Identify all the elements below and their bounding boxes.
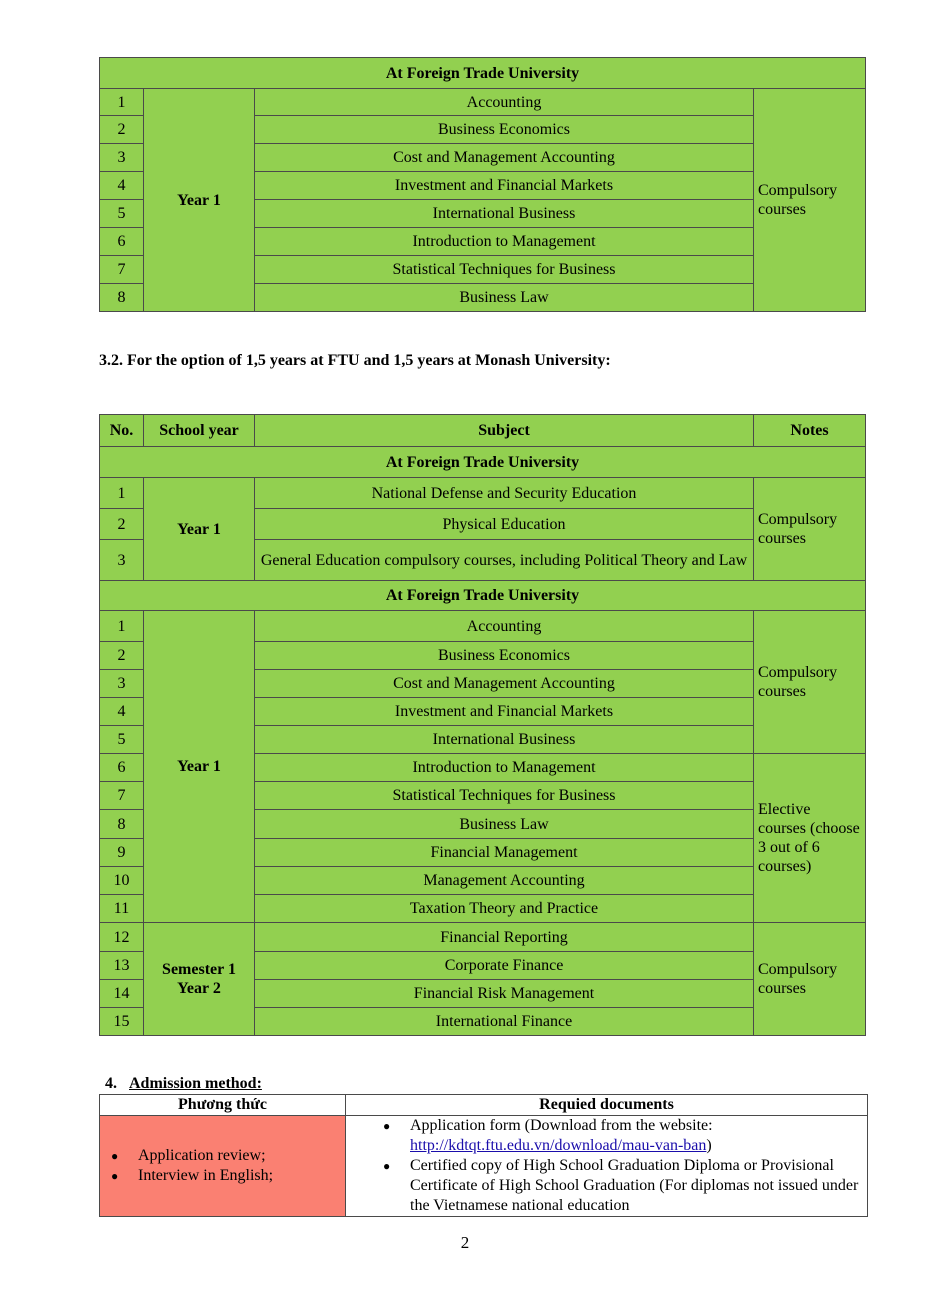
- section-heading-3-2: 3.2. For the option of 1,5 years at FTU and 1,5 years at Monash University:: [99, 352, 611, 369]
- subject: International Finance: [255, 1008, 754, 1036]
- section-number: 4.: [105, 1075, 117, 1092]
- header-subject: Subject: [255, 415, 754, 447]
- section-header: At Foreign Trade University: [100, 447, 866, 478]
- subject: Financial Management: [255, 839, 754, 867]
- subject: Business Economics: [255, 116, 754, 144]
- row-number: 4: [100, 698, 144, 726]
- document-text-close: ): [706, 1137, 712, 1154]
- subject: Taxation Theory and Practice: [255, 895, 754, 923]
- header-documents: Requied documents: [346, 1095, 868, 1116]
- subject: General Education compulsory courses, including Political Theory and Law: [255, 540, 754, 581]
- row-number: 12: [100, 923, 144, 952]
- course-note: Compulsory courses: [754, 923, 866, 1036]
- subject: Business Law: [255, 284, 754, 312]
- row-number: 2: [100, 509, 144, 540]
- row-number: 10: [100, 867, 144, 895]
- document-item: ● Certified copy of High School Graduation Diploma or Provisional Certificate of High School Graduation (For diplomas not issued under the Vietnamese national education: [410, 1156, 863, 1216]
- row-number: 15: [100, 1008, 144, 1036]
- subject: Physical Education: [255, 509, 754, 540]
- method-item: ● Application review;: [138, 1146, 341, 1166]
- subject: Accounting: [255, 611, 754, 642]
- row-number: 3: [100, 670, 144, 698]
- section-header: At Foreign Trade University: [100, 58, 866, 89]
- subject: Corporate Finance: [255, 952, 754, 980]
- subject: Financial Risk Management: [255, 980, 754, 1008]
- row-number: 2: [100, 116, 144, 144]
- page-number: 2: [460, 1233, 470, 1252]
- row-number: 13: [100, 952, 144, 980]
- section-title: Admission method:: [129, 1075, 262, 1092]
- documents-cell: [346, 1116, 868, 1217]
- row-number: 3: [100, 144, 144, 172]
- subject: Introduction to Management: [255, 228, 754, 256]
- row-number: 7: [100, 256, 144, 284]
- document-item: [410, 1116, 863, 1156]
- course-note-elective: Elective courses (choose 3 out of 6 courses): [754, 754, 866, 923]
- header-no: No.: [100, 415, 144, 447]
- school-year-line-1: Semester 1: [162, 961, 236, 978]
- row-number: 2: [100, 642, 144, 670]
- row-number: 4: [100, 172, 144, 200]
- subject: Statistical Techniques for Business: [255, 256, 754, 284]
- subject: Investment and Financial Markets: [255, 172, 754, 200]
- subject: Statistical Techniques for Business: [255, 782, 754, 810]
- row-number: 1: [100, 478, 144, 509]
- course-note: Compulsory courses: [754, 478, 866, 581]
- row-number: 6: [100, 754, 144, 782]
- methods-cell: [100, 1116, 346, 1217]
- row-number: 1: [100, 611, 144, 642]
- row-number: 9: [100, 839, 144, 867]
- subject: Investment and Financial Markets: [255, 698, 754, 726]
- row-number: 14: [100, 980, 144, 1008]
- subject: Business Economics: [255, 642, 754, 670]
- row-number: 1: [100, 89, 144, 116]
- row-number: 3: [100, 540, 144, 581]
- row-number: 8: [100, 810, 144, 839]
- section-header: At Foreign Trade University: [100, 581, 866, 611]
- header-notes: Notes: [754, 415, 866, 447]
- school-year: Year 1: [144, 478, 255, 581]
- admission-table: [99, 1094, 868, 1217]
- school-year: Year 1: [144, 89, 255, 312]
- school-year: Year 1: [144, 611, 255, 923]
- subject: National Defense and Security Education: [255, 478, 754, 509]
- header-method: Phương thức: [100, 1095, 346, 1116]
- subject: Accounting: [255, 89, 754, 116]
- course-table-2: [99, 414, 866, 1036]
- subject: International Business: [255, 200, 754, 228]
- row-number: 5: [100, 200, 144, 228]
- subject: Financial Reporting: [255, 923, 754, 952]
- school-year: [144, 923, 255, 1036]
- subject: Cost and Management Accounting: [255, 670, 754, 698]
- document-text: Application form (Download from the website:: [410, 1117, 713, 1134]
- subject: Cost and Management Accounting: [255, 144, 754, 172]
- row-number: 7: [100, 782, 144, 810]
- row-number: 11: [100, 895, 144, 923]
- course-note: Compulsory courses: [754, 89, 866, 312]
- subject: Business Law: [255, 810, 754, 839]
- section-heading-4: [105, 1075, 262, 1093]
- row-number: 8: [100, 284, 144, 312]
- subject: Introduction to Management: [255, 754, 754, 782]
- course-table-1: [99, 57, 866, 312]
- subject: International Business: [255, 726, 754, 754]
- method-item: ● Interview in English;: [138, 1166, 341, 1186]
- course-note-compulsory: Compulsory courses: [754, 611, 866, 754]
- header-school-year: School year: [144, 415, 255, 447]
- row-number: 6: [100, 228, 144, 256]
- subject: Management Accounting: [255, 867, 754, 895]
- school-year-line-2: Year 2: [177, 980, 221, 997]
- download-link[interactable]: http://kdtqt.ftu.edu.vn/download/mau-van-ban: [410, 1137, 707, 1154]
- row-number: 5: [100, 726, 144, 754]
